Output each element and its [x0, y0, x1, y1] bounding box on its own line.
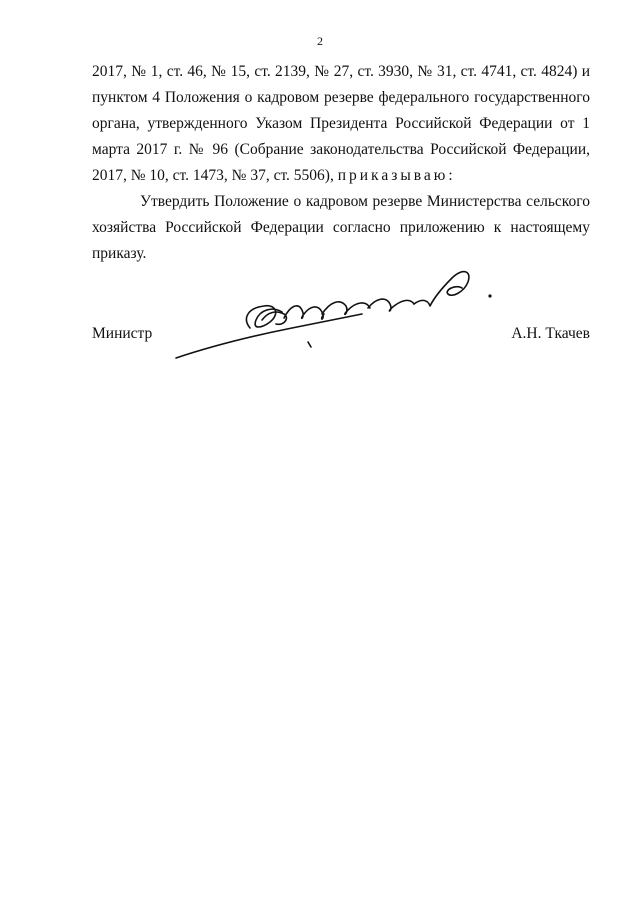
paragraph-legal-basis	[92, 59, 590, 189]
paragraph-order-clause: Утвердить Положение о кадровом резерве Министерства сельского хозяйства Российской Федерации согласно приложению к настоящему приказу.	[92, 193, 590, 262]
page-number: 2	[317, 34, 323, 48]
paragraph-legal-basis-text: 2017, № 1, ст. 46, № 15, ст. 2139, № 27, ст. 3930, № 31, ст. 4741, ст. 4824) и пунктом 4 Положения о кадровом резерве федерального государственного органа, утвержденного Указом Президента Российской Федерации от 1 марта 2017 г. № 96 (Собрание законодательства Российской Федерации, 2017, № 10, ст. 1473, № 37, ст. 5506),	[92, 63, 590, 184]
handwritten-signature-icon	[172, 258, 502, 370]
order-keyword: приказываю:	[337, 167, 456, 184]
signatory-position: Министр	[92, 325, 153, 342]
signatory-name: А.Н. Ткачев	[511, 325, 590, 342]
document-body	[92, 59, 590, 267]
